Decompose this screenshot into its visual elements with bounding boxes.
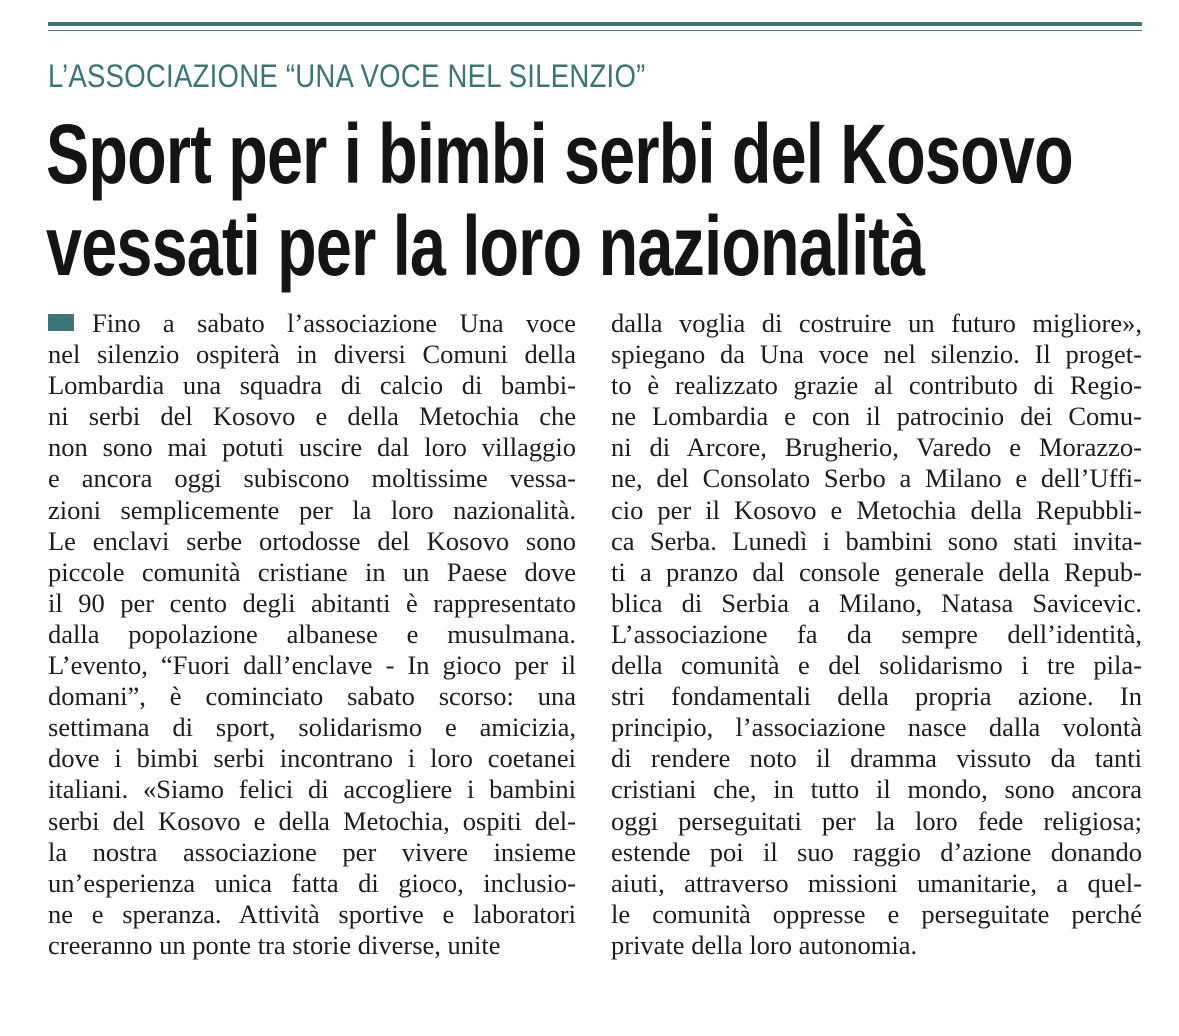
body-line: Lombardia una squadra di calcio di bambi- xyxy=(48,370,576,401)
body-line: nel silenzio ospiterà in diversi Comuni della xyxy=(48,339,576,370)
body-line: ni serbi del Kosovo e della Metochia che xyxy=(48,401,576,432)
body-line: non sono mai potuti uscire dal loro villaggio xyxy=(48,432,576,463)
body-line: cio per il Kosovo e Metochia della Repubbli- xyxy=(611,494,1142,525)
body-line: Le enclavi serbe ortodosse del Kosovo sono xyxy=(48,525,576,556)
body-line: to è realizzato grazie al contributo di Regio- xyxy=(611,370,1142,401)
body-line: ne Lombardia e con il patrocinio dei Comu- xyxy=(611,401,1142,432)
body-line: serbi del Kosovo e della Metochia, ospiti del- xyxy=(48,805,576,836)
body-line: un’esperienza unica fatta di gioco, inclusio- xyxy=(48,867,576,898)
paragraph-marker-icon xyxy=(48,314,74,331)
body-line: ne, del Consolato Serbo a Milano e dell’Uffi- xyxy=(611,463,1142,494)
body-line: dalla voglia di costruire un futuro migliore», xyxy=(611,308,1142,338)
body-line: L’evento, “Fuori dall’enclave - In gioco per il xyxy=(48,650,576,681)
body-line: stri fondamentali della propria azione. In xyxy=(611,681,1142,712)
body-line: il 90 per cento degli abitanti è rappresentato xyxy=(48,587,576,618)
body-line: settimana di sport, solidarismo e amicizia, xyxy=(48,712,576,743)
body-line: creeranno un ponte tra storie diverse, unite xyxy=(48,929,501,960)
body-line: ti a pranzo dal console generale della Repub- xyxy=(611,556,1142,587)
article-headline xyxy=(46,108,1146,292)
body-line: estende poi il suo raggio d’azione donando xyxy=(611,836,1142,867)
body-line: ca Serba. Lunedì i bambini sono stati invita- xyxy=(611,525,1142,556)
body-line: la nostra associazione per vivere insieme xyxy=(48,836,576,867)
body-line: private della loro autonomia. xyxy=(611,929,918,960)
body-line: della comunità e del solidarismo i tre pila- xyxy=(611,650,1142,681)
headline-line: vessati per la loro nazionalità xyxy=(46,199,925,293)
body-line: oggi perseguitati per la loro fede religiosa; xyxy=(611,805,1142,836)
body-line: piccole comunità cristiane in un Paese dove xyxy=(48,556,576,587)
body-line-text: Fino a sabato l’associazione Una voce xyxy=(92,308,576,338)
body-line: spiegano da Una voce nel silenzio. Il proget- xyxy=(611,339,1142,370)
body-line: blica di Serbia a Milano, Natasa Savicevic. xyxy=(611,587,1142,618)
article-kicker: L’ASSOCIAZIONE “UNA VOCE NEL SILENZIO” xyxy=(48,58,646,94)
body-column-left xyxy=(48,308,576,961)
body-line: le comunità oppresse e perseguitate perché xyxy=(611,898,1142,929)
body-line: e ancora oggi subiscono moltissime vessa- xyxy=(48,463,576,494)
body-line: L’associazione fa da sempre dell’identità, xyxy=(611,618,1142,649)
body-line: principio, l’associazione nasce dalla volontà xyxy=(611,712,1142,743)
body-line: di rendere noto il dramma vissuto da tanti xyxy=(611,743,1142,774)
body-line: dalla popolazione albanese e musulmana. xyxy=(48,618,576,649)
body-line: italiani. «Siamo felici di accogliere i bambini xyxy=(48,774,576,805)
body-column-right xyxy=(611,308,1142,961)
body-line: cristiani che, in tutto il mondo, sono ancora xyxy=(611,774,1142,805)
body-line: dove i bimbi serbi incontrano i loro coetanei xyxy=(48,743,576,774)
body-line: ni di Arcore, Brugherio, Varedo e Morazzo- xyxy=(611,432,1142,463)
body-line: aiuti, attraverso missioni umanitarie, a quel- xyxy=(611,867,1142,898)
body-line: zioni semplicemente per la loro nazionalità. xyxy=(48,494,576,525)
body-line: ne e speranza. Attività sportive e laboratori xyxy=(48,898,576,929)
headline-line: Sport per i bimbi serbi del Kosovo xyxy=(46,107,1073,201)
top-rule xyxy=(48,22,1142,26)
body-line xyxy=(48,308,576,339)
body-line: domani”, è cominciato sabato scorso: una xyxy=(48,681,576,712)
